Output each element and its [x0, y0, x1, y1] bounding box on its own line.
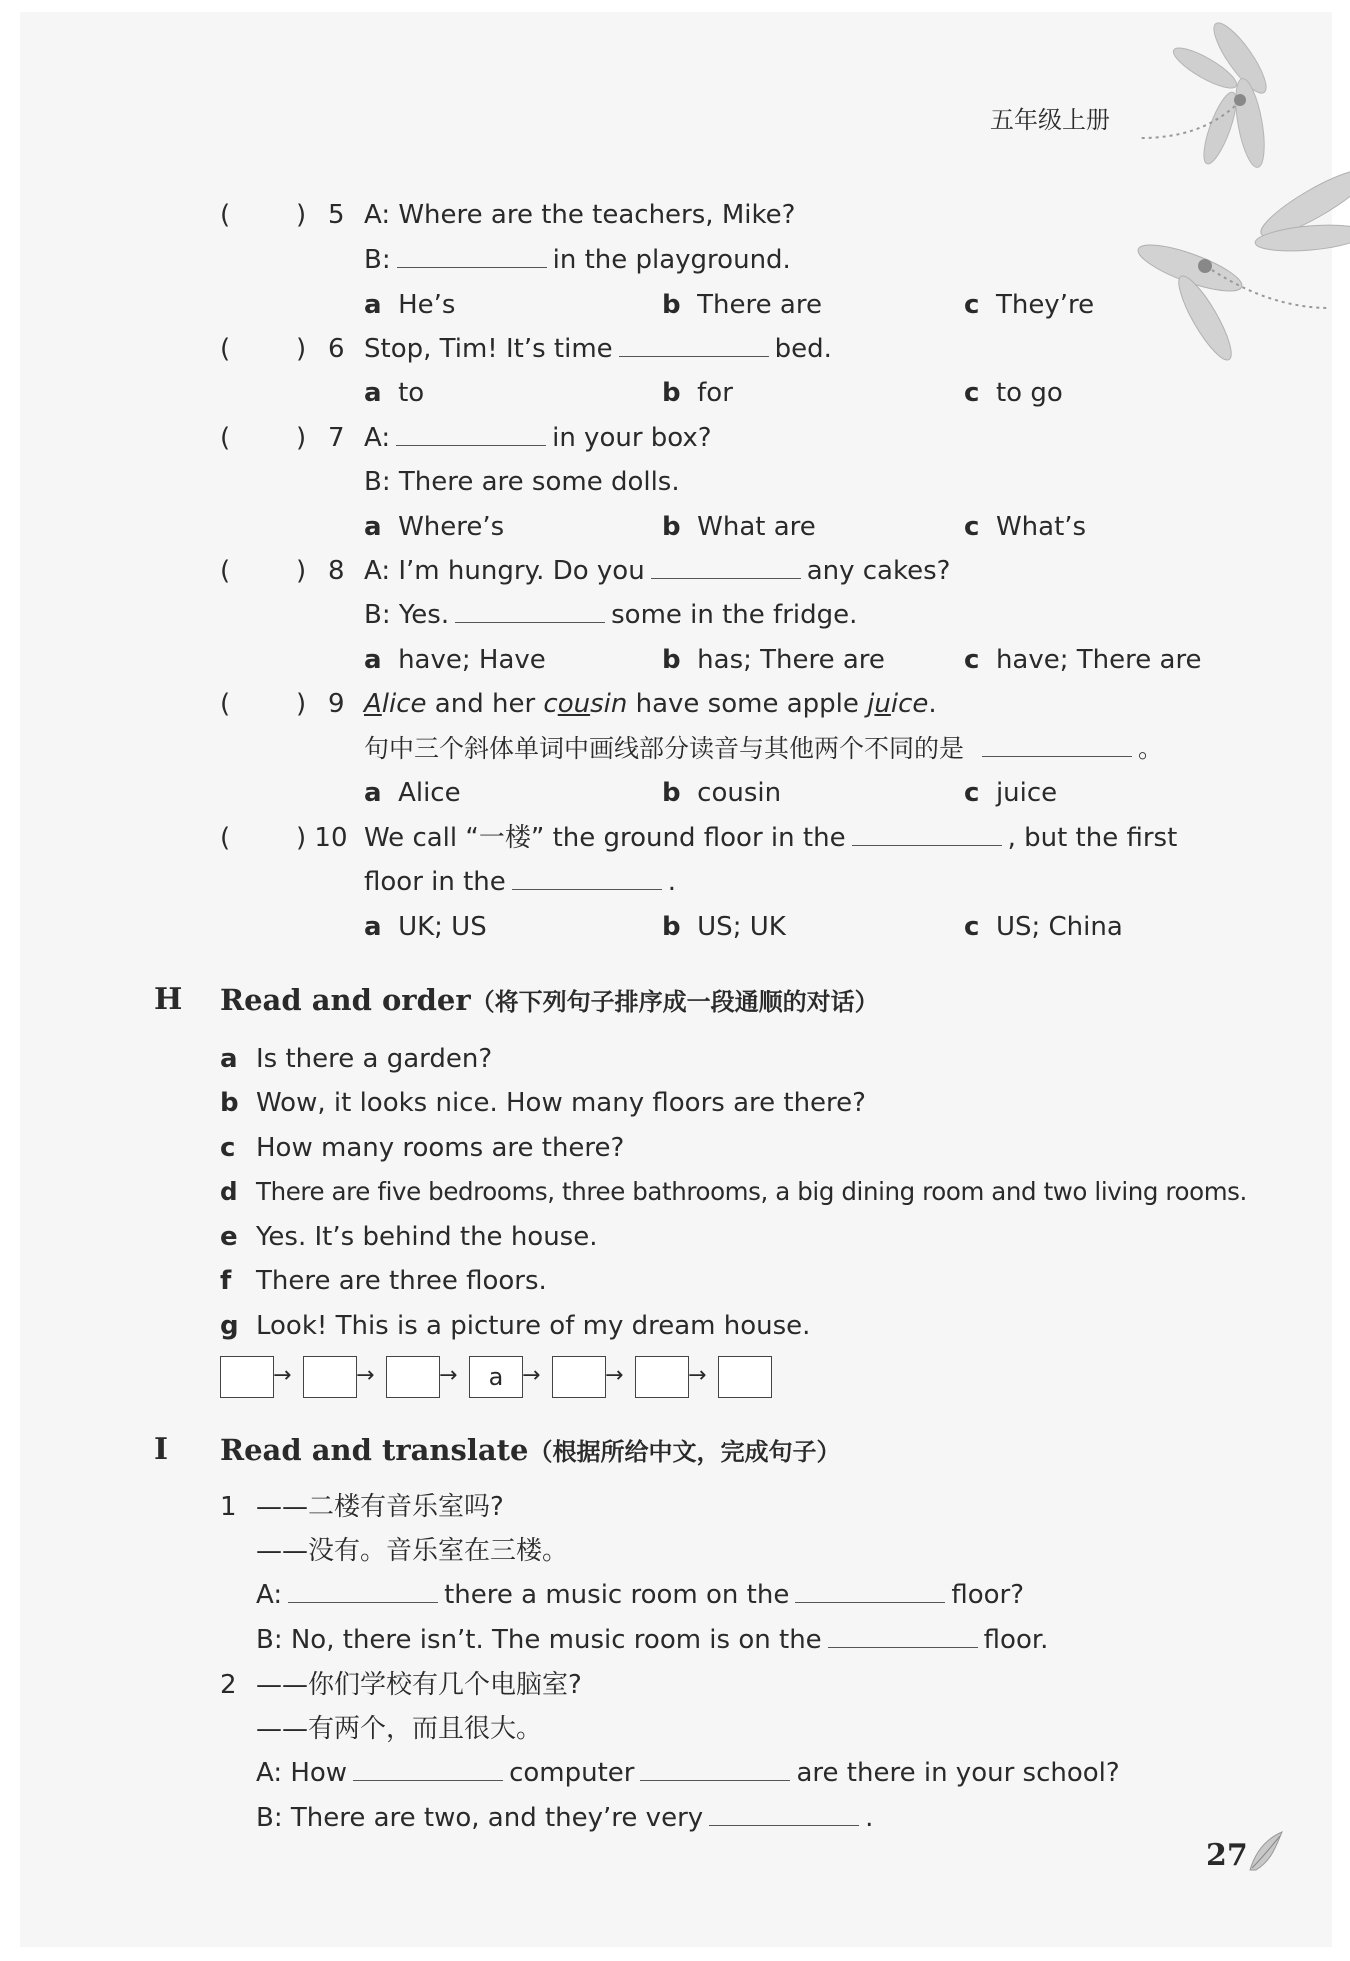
option-c[interactable]: c have; There are — [964, 645, 1202, 675]
question-number: 5 — [328, 200, 345, 230]
question-text: Stop, Tim! It’s time — [364, 334, 613, 364]
answer-paren-close: ) — [296, 334, 307, 364]
question-text: floor. — [983, 1625, 1049, 1655]
question-text: any cakes? — [806, 556, 951, 586]
answer-blank[interactable] — [619, 334, 769, 357]
question-text: A: Where are the teachers, Mike? — [364, 200, 796, 230]
question-text: B: There are two, and they’re very — [256, 1803, 704, 1833]
dragonfly-decoration-icon — [1120, 18, 1350, 378]
answer-blank[interactable] — [709, 1803, 859, 1826]
chinese-prompt: ——二楼有音乐室吗? — [256, 1492, 504, 1522]
question-text: in the playground. — [552, 245, 791, 275]
answer-blank[interactable] — [512, 867, 662, 890]
order-box[interactable] — [220, 1356, 274, 1398]
list-item: There are five bedrooms, three bathrooms, a big dining room and two living rooms. — [256, 1177, 1247, 1206]
question-number: 6 — [328, 334, 345, 364]
question-text: Alice and her cousin have some apple juice. — [364, 689, 937, 719]
section-letter: H — [154, 982, 183, 1017]
answer-paren-open[interactable]: ( — [220, 556, 231, 586]
answer-blank[interactable] — [651, 556, 801, 579]
section-heading: Read and translate（根据所给中文，完成句子） — [220, 1433, 841, 1467]
question-text: bed. — [774, 334, 832, 364]
answer-blank[interactable] — [455, 600, 605, 623]
question-number: 7 — [328, 423, 345, 453]
option-c[interactable]: c What’s — [964, 512, 1087, 542]
question-number: 9 — [328, 689, 345, 719]
option-b[interactable]: b for — [662, 378, 733, 408]
question-text: We call “一楼” the ground floor in the — [364, 823, 846, 853]
list-item: Look! This is a picture of my dream house. — [256, 1311, 811, 1341]
arrow-right-icon: → — [688, 1363, 707, 1388]
question-text: there a music room on the — [444, 1580, 790, 1610]
book-label: 五年级上册 — [990, 106, 1110, 134]
list-item: How many rooms are there? — [256, 1133, 625, 1163]
answer-paren-open[interactable]: ( — [220, 423, 231, 453]
question-text: 。 — [1138, 734, 1164, 763]
answer-paren-close: ) — [296, 423, 307, 453]
question-text: A: — [364, 423, 391, 453]
question-text: floor in the — [364, 867, 506, 897]
question-text: B: There are some dolls. — [364, 467, 680, 497]
arrow-right-icon: → — [439, 1363, 458, 1388]
chinese-prompt: ——你们学校有几个电脑室? — [256, 1670, 582, 1700]
order-box[interactable] — [635, 1356, 689, 1398]
answer-blank[interactable] — [288, 1580, 438, 1603]
option-a[interactable]: a Where’s — [364, 512, 505, 542]
answer-paren-close: ) 10 — [296, 823, 348, 853]
answer-paren-close: ) — [296, 689, 307, 719]
option-b[interactable]: b US; UK — [662, 912, 786, 942]
arrow-right-icon: → — [605, 1363, 624, 1388]
question-text: are there in your school? — [796, 1758, 1120, 1788]
answer-blank[interactable] — [353, 1758, 503, 1781]
option-b[interactable]: b cousin — [662, 778, 782, 808]
question-text: B: Yes. — [364, 600, 450, 630]
question-text: some in the fridge. — [611, 600, 858, 630]
arrow-right-icon: → — [273, 1363, 292, 1388]
answer-blank[interactable] — [852, 823, 1002, 846]
question-text: B: — [364, 245, 391, 275]
list-item: Yes. It’s behind the house. — [256, 1222, 598, 1252]
option-c[interactable]: c to go — [964, 378, 1063, 408]
list-item: Is there a garden? — [256, 1044, 493, 1074]
question-text: in your box? — [552, 423, 712, 453]
answer-blank[interactable] — [640, 1758, 790, 1781]
option-a[interactable]: a He’s — [364, 290, 456, 320]
arrow-right-icon: → — [522, 1363, 541, 1388]
answer-paren-close: ) — [296, 200, 307, 230]
question-text: computer — [509, 1758, 635, 1788]
order-box: a — [469, 1356, 523, 1398]
chinese-prompt: ——有两个，而且很大。 — [256, 1714, 543, 1744]
answer-paren-close: ) — [296, 556, 307, 586]
question-text: 句中三个斜体单词中画线部分读音与其他两个不同的是 — [364, 734, 965, 763]
answer-paren-open[interactable]: ( — [220, 823, 231, 853]
order-box[interactable] — [303, 1356, 357, 1398]
order-box[interactable] — [718, 1356, 772, 1398]
question-text: A: How — [256, 1758, 348, 1788]
arrow-right-icon: → — [356, 1363, 375, 1388]
leaf-icon — [1246, 1830, 1286, 1874]
order-box[interactable] — [386, 1356, 440, 1398]
question-text: A: — [256, 1580, 283, 1610]
list-item: Wow, it looks nice. How many floors are there? — [256, 1088, 866, 1118]
order-box[interactable] — [552, 1356, 606, 1398]
list-item: There are three floors. — [256, 1266, 547, 1296]
answer-paren-open[interactable]: ( — [220, 689, 231, 719]
option-c[interactable]: c US; China — [964, 912, 1123, 942]
option-c[interactable]: c juice — [964, 778, 1058, 808]
question-text: floor? — [951, 1580, 1025, 1610]
answer-blank[interactable] — [795, 1580, 945, 1603]
answer-blank[interactable] — [828, 1625, 978, 1648]
option-b[interactable]: b What are — [662, 512, 816, 542]
option-c[interactable]: c They’re — [964, 290, 1095, 320]
chinese-prompt: ——没有。音乐室在三楼。 — [256, 1536, 569, 1566]
answer-blank[interactable] — [982, 734, 1132, 757]
answer-blank[interactable] — [396, 423, 546, 446]
question-text: . — [865, 1803, 874, 1833]
option-a[interactable]: a have; Have — [364, 645, 546, 675]
answer-paren-open[interactable]: ( — [220, 200, 231, 230]
answer-paren-open[interactable]: ( — [220, 334, 231, 364]
question-number: 8 — [328, 556, 345, 586]
option-a[interactable]: a UK; US — [364, 912, 487, 942]
question-text: A: I’m hungry. Do you — [364, 556, 645, 586]
question-text: . — [667, 867, 677, 897]
question-number: 2 — [220, 1670, 237, 1700]
question-text: , but the first — [1007, 823, 1178, 853]
option-b[interactable]: b has; There are — [662, 645, 885, 675]
question-text: B: No, there isn’t. The music room is on the — [256, 1625, 822, 1655]
question-number: 1 — [220, 1492, 237, 1522]
page-number: 27 — [1206, 1838, 1248, 1873]
option-a[interactable]: a to — [364, 378, 425, 408]
option-b[interactable]: b There are — [662, 290, 822, 320]
section-heading: Read and order（将下列句子排序成一段通顺的对话） — [220, 983, 879, 1017]
section-letter: I — [154, 1432, 169, 1467]
option-a[interactable]: a Alice — [364, 778, 461, 808]
answer-blank[interactable] — [397, 245, 547, 268]
